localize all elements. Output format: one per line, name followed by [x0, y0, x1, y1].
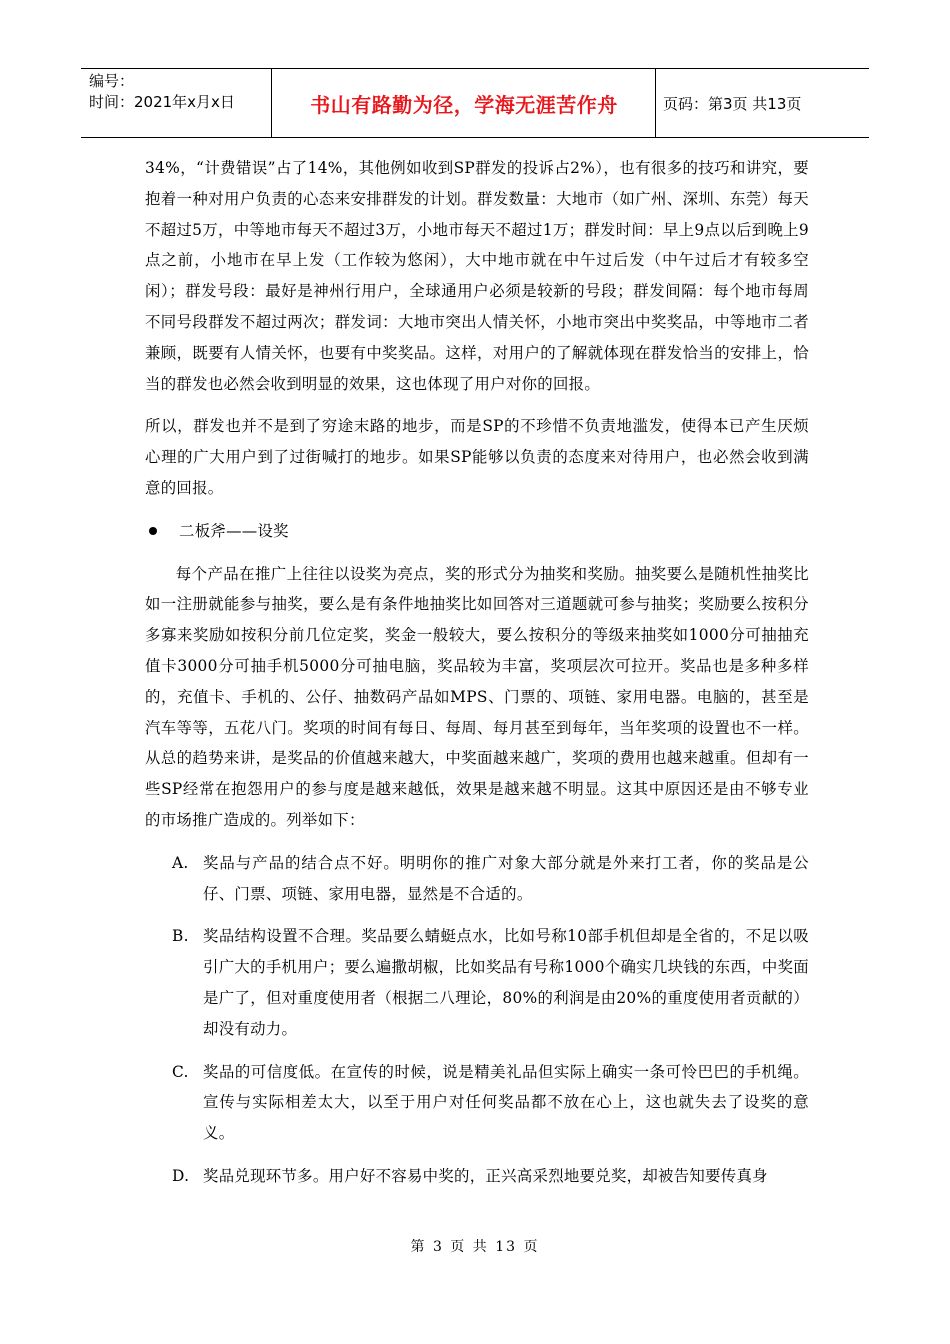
list-item-text: 奖品的可信度低。在宣传的时候，说是精美礼品但实际上确实一条可怜巴巴的手机绳。宣传与实际相差太大，以至于用户对任何奖品都不放在心上，这也就失去了设奖的意义。 — [203, 1062, 809, 1143]
list-item-text: 奖品结构设置不合理。奖品要么蜻蜓点水，比如号称10部手机但却是全省的，不足以吸引广大的手机用户；要么遍撒胡椒，比如奖品有号称1000个确实几块钱的东西，中奖面是广了，但对重度使用者（根据二八理论，80%的利润是由20%的重度使用者贡献的）却没有动力。 — [203, 927, 809, 1038]
header-motto: 书山有路勤为径，学海无涯苦作舟 — [310, 92, 618, 117]
header-divider — [655, 69, 656, 137]
header-page-number: 页码：第3页 共13页 — [663, 94, 802, 113]
list-item — [145, 848, 809, 910]
list-item-text: 奖品与产品的结合点不好。明明你的推广对象大部分就是外来打工者，你的奖品是公仔、门票、项链、家用电器，显然是不合适的。 — [203, 853, 809, 903]
section-heading — [145, 516, 809, 547]
document-number-label: 编号： — [89, 72, 135, 90]
document-body — [145, 153, 809, 1192]
page-footer: 第 3 页 共 13 页 — [410, 1239, 540, 1255]
paragraph-prizes: 每个产品在推广上往往以设奖为亮点，奖的形式分为抽奖和奖励。抽奖要么是随机性抽奖比如一注册就能参与抽奖，要么是有条件地抽奖比如回答对三道题就可参与抽奖；奖励要么按积分多寡来奖励如按积分前几位定奖，奖金一般较大，要么按积分的等级来抽奖如1000分可抽抽充值卡3000分可抽手机5000分可抽电脑，奖品较为丰富，奖项层次可拉开。奖品也是多种多样的，充值卡、手机的、公仔、抽数码产品如MPS、门票的、项链、家用电器。电脑的，甚至是汽车等等，五花八门。奖项的时间有每日、每周、每月甚至到每年，当年奖项的设置也不一样。从总的趋势来讲，是奖品的价值越来越大，中奖面越来越广，奖项的费用也越来越重。但却有一些SP经常在抱怨用户的参与度是越来越低，效果是越来越不明显。这其中原因还是由不够专业的市场推广造成的。列举如下： — [145, 564, 809, 829]
list-item — [145, 1057, 809, 1149]
page-header — [81, 68, 869, 138]
list-item — [145, 921, 809, 1044]
paragraph-group-sending: 34%，“计费错误”占了14%，其他例如收到SP群发的投诉占2%），也有很多的技巧和讲究，要抱着一种对用户负责的心态来安排群发的计划。群发数量：大地市（如广州、深圳、东莞）每天不超过5万，中等地市每天不超过3万，小地市每天不超过1万；群发时间：早上9点以后到晚上9点之前，小地市在早上发（工作较为悠闲），大中地市就在中午过后发（中午过后才有较多空闲）；群发号段：最好是神州行用户，全球通用户必须是较新的号段；群发间隔：每个地市每周不同号段群发不超过两次；群发词：大地市突出人情关怀，小地市突出中奖奖品，中等地市二者兼顾，既要有人情关怀，也要有中奖奖品。这样，对用户的了解就体现在群发恰当的安排上，恰当的群发也必然会收到明显的效果，这也体现了用户对你的回报。 — [145, 159, 809, 393]
list-item-label: B. — [172, 927, 189, 946]
list-item-label: D. — [172, 1166, 190, 1185]
list-item-text: 奖品兑现环节多。用户好不容易中奖的，正兴高采烈地要兑奖，却被告知要传真身 — [203, 1166, 768, 1185]
section-heading-text: 二板斧——设奖 — [179, 521, 289, 540]
document-time-label: 时间：2021年x月x日 — [89, 93, 235, 111]
list-item-label: C. — [172, 1062, 189, 1081]
paragraph-conclusion: 所以，群发也并不是到了穷途末路的地步，而是SP的不珍惜不负责地滥发，使得本已产生厌烦心理的广大用户到了过街喊打的地步。如果SP能够以负责的态度来对待用户，也必然会收到满意的回报。 — [145, 417, 809, 497]
header-divider — [271, 69, 272, 137]
list-item-label: A. — [172, 853, 189, 872]
header-meta — [89, 71, 269, 113]
list-item — [145, 1161, 809, 1192]
bullet-icon — [149, 527, 157, 535]
